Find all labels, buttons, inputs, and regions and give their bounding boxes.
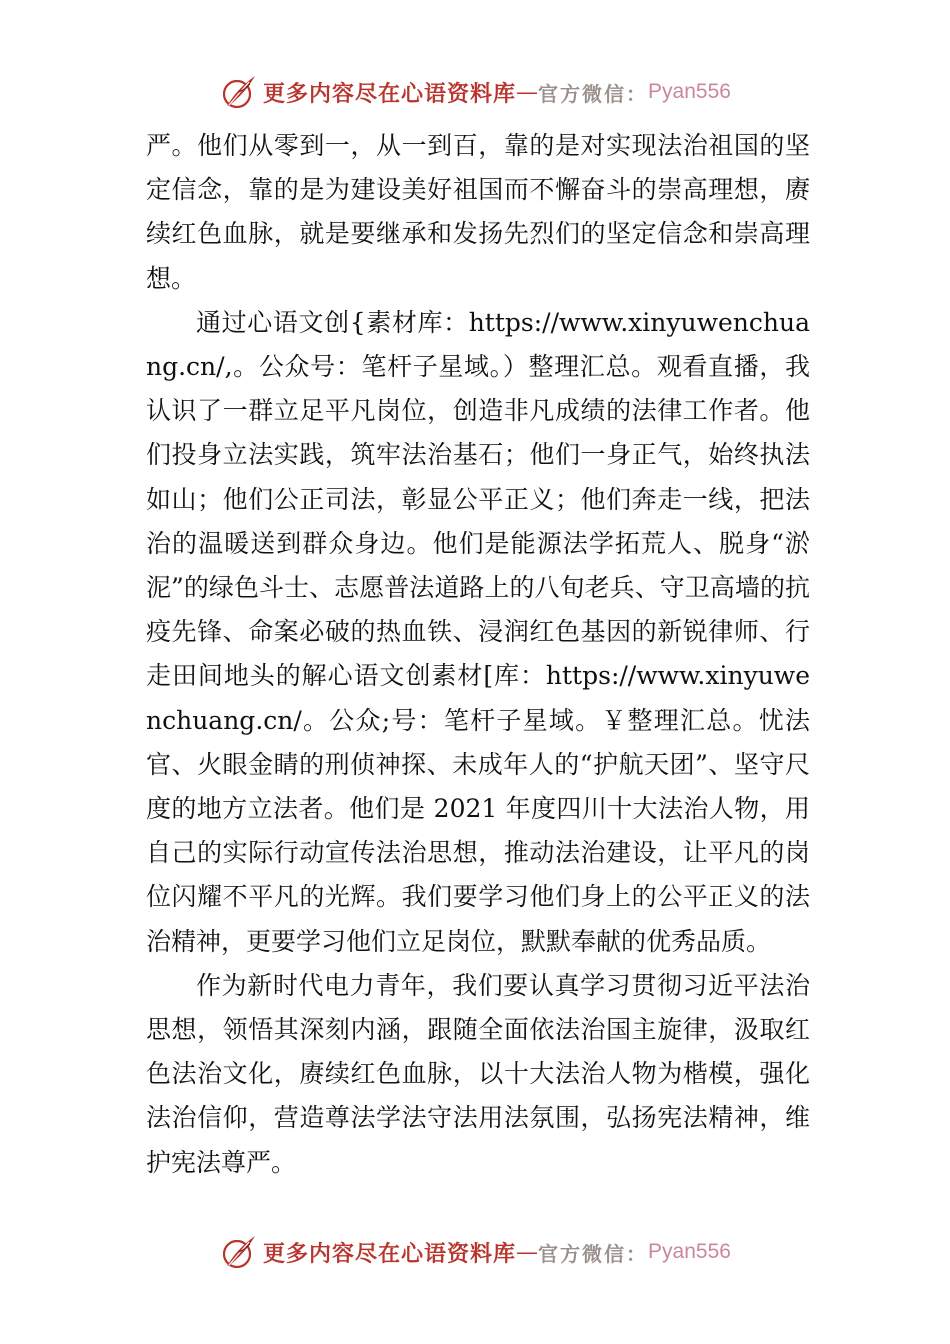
footer-wechat-id: Pyan556 bbox=[648, 1240, 731, 1263]
header-banner bbox=[0, 70, 950, 114]
header-brand-text: 更多内容尽在心语资料库 bbox=[263, 80, 517, 107]
header-dash: — bbox=[516, 79, 539, 105]
footer-brand-text: 更多内容尽在心语资料库 bbox=[263, 1240, 517, 1267]
document-body bbox=[146, 124, 810, 1185]
footer-wechat-label: 官方微信： bbox=[538, 1241, 649, 1266]
footer-dash: — bbox=[516, 1239, 539, 1265]
paragraph-2: 通过心语文创{素材库：https://www.xinyuwenchuang.cn/,。公众号：笔杆子星域。）整理汇总。观看直播，我认识了一群立足平凡岗位，创造非凡成绩的法律工作者。他们投身立法实践，筑牢法治基石；他们一身正气，始终执法如山；他们公正司法，彰显公平正义；他们奔走一线，把法治的温暖送到群众身边。他们是能源法学拓荒人、脱身“淤泥”的绿色斗士、志愿普法道路上的八旬老兵、守卫高墙的抗疫先锋、命案必破的热血铁、浸润红色基因的新锐律师、行走田间地头的解心语文创素材[库：https://www.xinyuwenchuang.cn/。公众;号：笔杆子星域。￥整理汇总。忧法官、火眼金睛的刑侦神探、未成年人的“护航天团”、坚守尺度的地方立法者。他们是 2021 年度四川十大法治人物，用自己的实际行动宣传法治思想，推动法治建设，让平凡的岗位闪耀不平凡的光辉。我们要学习他们身上的公平正义的法治精神，更要学习他们立足岗位，默默奉献的优秀品质。 bbox=[146, 307, 810, 956]
header-wechat-id: Pyan556 bbox=[648, 80, 731, 103]
quill-feather-icon bbox=[219, 72, 259, 112]
quill-feather-icon bbox=[219, 1232, 259, 1272]
footer-banner bbox=[0, 1230, 950, 1274]
header-wechat-label: 官方微信： bbox=[538, 81, 649, 106]
paragraph-1: 严。他们从零到一，从一到百，靠的是对实现法治祖国的坚定信念，靠的是为建设美好祖国而不懈奋斗的崇高理想，赓续红色血脉，就是要继承和发扬先烈们的坚定信念和崇高理想。 bbox=[146, 131, 810, 293]
paragraph-3: 作为新时代电力青年，我们要认真学习贯彻习近平法治思想，领悟其深刻内涵，跟随全面依法治国主旋律，汲取红色法治文化，赓续红色血脉，以十大法治人物为楷模，强化法治信仰，营造尊法学法守法用法氛围，弘扬宪法精神，维护宪法尊严。 bbox=[146, 970, 810, 1177]
